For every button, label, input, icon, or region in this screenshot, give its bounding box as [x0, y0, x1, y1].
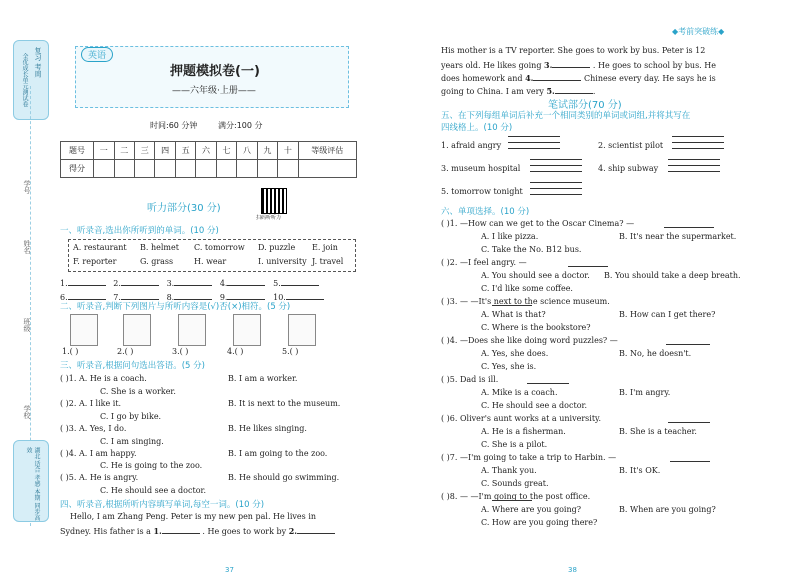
mc-question: ( )3. — —It's next to the science museum.	[441, 297, 610, 306]
answer-number: 2.	[113, 279, 121, 288]
mc-option: B. When are you going?	[619, 505, 716, 514]
passage-text: years old. He likes going	[441, 61, 542, 70]
score-table-score-row	[61, 160, 357, 178]
label-student-id: 学号	[23, 180, 31, 194]
blank-number: 5.	[546, 86, 555, 96]
question-option: C. I go by bike.	[100, 412, 162, 421]
question-option: C. He should see a doctor.	[100, 486, 206, 495]
label-school: 学校	[23, 405, 31, 419]
mc-option: A. What is that?	[481, 310, 546, 319]
score-cell: 十	[278, 142, 298, 160]
sidebar-bottom-panel	[13, 440, 49, 522]
word-option: C. tomorrow	[194, 243, 245, 252]
word-option: B. helmet	[140, 243, 179, 252]
answer-blank[interactable]	[668, 422, 710, 423]
answer-blank[interactable]	[666, 344, 710, 345]
mc-option: B. No, he doesn't.	[619, 349, 692, 358]
score-input-cell[interactable]	[134, 160, 154, 178]
writing-line[interactable]	[672, 136, 724, 137]
sidebar-top-text: 复习 考周	[34, 47, 42, 78]
mc-option: A. I like pizza.	[481, 232, 539, 241]
score-input-cell[interactable]	[196, 160, 216, 178]
passage-text: going to China. I am very	[441, 87, 544, 96]
answer-number: 5.	[273, 279, 281, 288]
section-2-title: 二、听录音,判断下列图片与所听内容是(√)否(×)相符。(5 分)	[60, 302, 291, 312]
word-group: 5. tomorrow tonight	[441, 187, 523, 196]
section-1-title: 一、听录音,选出你所听到的单词。(10 分)	[60, 226, 219, 236]
question-option: C. I am singing.	[100, 437, 164, 446]
score-cell: 四	[155, 142, 175, 160]
word-option: H. wear	[194, 257, 227, 266]
word-option: J. travel	[312, 257, 344, 266]
exam-subtitle: ——六年级·上册——	[172, 86, 256, 96]
score-input-cell[interactable]	[216, 160, 236, 178]
mc-option: C. I'd like some coffee.	[481, 284, 573, 293]
qr-code-icon[interactable]	[261, 188, 287, 214]
picture-suitcase-icon	[233, 314, 261, 346]
answer-number: 7.	[113, 293, 121, 302]
writing-line[interactable]	[668, 165, 720, 166]
word-option: I. university	[258, 257, 307, 266]
word-group: 4. ship subway	[598, 164, 659, 173]
score-input-cell[interactable]	[155, 160, 175, 178]
blank-number: 3.	[544, 60, 553, 70]
label-class: 班级	[23, 318, 31, 332]
passage-text: . He goes to school by bus. He	[592, 61, 716, 70]
section-5-title: 五、在下列每组单词后补充一个相同类别的单词或词组,并将其写在	[441, 111, 691, 121]
writing-line[interactable]	[672, 142, 724, 143]
answer-row	[60, 277, 319, 288]
mc-option: C. How are you going there?	[481, 518, 598, 527]
writing-line[interactable]	[508, 136, 560, 137]
answer-blank[interactable]	[555, 85, 593, 94]
answer-blank[interactable]	[552, 59, 590, 68]
score-input-cell[interactable]	[175, 160, 195, 178]
page-number-right: 38	[568, 566, 577, 574]
question-option: B. He should go swimming.	[228, 473, 340, 482]
mc-question: ( )7. —I'm going to take a trip to Harbin. —	[441, 453, 617, 462]
word-group: 1. afraid angry	[441, 141, 502, 150]
picture-turn-sign-icon	[123, 314, 151, 346]
answer-blank[interactable]	[68, 277, 106, 286]
mc-option: C. She is a pilot.	[481, 440, 548, 449]
word-box	[68, 239, 356, 272]
score-cell: 等级评估	[298, 142, 356, 160]
mc-option: C. Take the No. B12 bus.	[481, 245, 582, 254]
mc-option: A. Thank you.	[481, 466, 537, 475]
section-6-title: 六、单项选择。(10 分)	[441, 207, 530, 217]
word-option: A. restaurant	[73, 243, 127, 252]
mc-question: ( )5. Dad is ill.	[441, 375, 499, 384]
passage-line: Hello, I am Zhang Peng. Peter is my new pen pal. He lives in	[70, 512, 317, 521]
answer-blank[interactable]	[286, 291, 324, 300]
mc-question: ( )4. —Does she like doing word puzzles? —	[441, 336, 618, 345]
word-group: 2. scientist pilot	[598, 141, 664, 150]
mc-option: A. Yes, she does.	[481, 349, 549, 358]
mc-question: ( )8. — —I'm going to the post office.	[441, 492, 591, 501]
answer-number: 8.	[166, 293, 175, 302]
picture-answer[interactable]: 5.( )	[282, 347, 299, 356]
answer-blank[interactable]	[121, 277, 159, 286]
answer-blank[interactable]	[568, 266, 608, 267]
word-group: 3. museum hospital	[441, 164, 521, 173]
score-cell: 一	[94, 142, 114, 160]
sidebar-top-vertical: 全优成长单元测试卷	[21, 53, 28, 107]
question-option: B. It is next to the museum.	[228, 399, 341, 408]
passage-line: His mother is a TV reporter. She goes to work by bus. Peter is 12	[441, 46, 706, 55]
answer-blank[interactable]	[227, 277, 265, 286]
answer-blank[interactable]	[281, 277, 319, 286]
question-option: B. He likes singing.	[228, 424, 307, 433]
writing-line[interactable]	[508, 142, 560, 143]
question-option: C. She is a worker.	[100, 387, 176, 396]
mc-option: C. Yes, she is.	[481, 362, 537, 371]
mc-option: C. Sounds great.	[481, 479, 549, 488]
mc-option: A. You should see a doctor.	[481, 271, 590, 280]
exam-title: 押题模拟卷(一)	[170, 64, 260, 79]
writing-line[interactable]	[530, 182, 582, 183]
score-input-cell[interactable]	[94, 160, 114, 178]
passage-text: . He goes to work by	[202, 527, 287, 536]
mc-option: A. He is a fisherman.	[481, 427, 566, 436]
answer-blank[interactable]	[174, 291, 212, 300]
picture-reporter-icon	[178, 314, 206, 346]
score-input-cell[interactable]	[257, 160, 277, 178]
question-option: ( )1. A. He is a coach.	[60, 374, 147, 383]
writing-line[interactable]	[530, 165, 582, 166]
answer-blank[interactable]	[492, 305, 532, 306]
listening-part-title: 听力部分(30 分)	[147, 203, 221, 214]
mc-option: C. He should see a doctor.	[481, 401, 587, 410]
passage-text: Chinese every day. He says he is	[583, 74, 716, 83]
question-option: C. He is going to the zoo.	[100, 461, 203, 470]
word-option: G. grass	[140, 257, 174, 266]
section-3-title: 三、听录音,根据问句选出答语。(5 分)	[60, 361, 205, 371]
answer-number: 3.	[166, 279, 175, 288]
answer-blank[interactable]	[492, 500, 532, 501]
answer-blank[interactable]	[68, 291, 106, 300]
picture-answer[interactable]: 2.( )	[117, 347, 134, 356]
sidebar-bottom-vertical: 湖北 适合 孝感 本期 同步高效	[25, 447, 40, 521]
answer-blank[interactable]	[527, 383, 569, 384]
answer-blank[interactable]	[670, 461, 710, 462]
blank-number: 1.	[153, 526, 162, 536]
writing-line[interactable]	[530, 159, 582, 160]
score-input-cell[interactable]	[278, 160, 298, 178]
score-cell: 三	[134, 142, 154, 160]
mc-question: ( )6. Oliver's aunt works at a university.	[441, 414, 602, 423]
passage-text: does homework and	[441, 74, 523, 83]
writing-line[interactable]	[530, 171, 582, 172]
picture-answer[interactable]: 4.( )	[227, 347, 244, 356]
word-option: D. puzzle	[258, 243, 296, 252]
question-option: ( )4. A. I am happy.	[60, 449, 137, 458]
blank-number: 4.	[525, 73, 534, 83]
mc-option: B. I'm angry.	[619, 388, 671, 397]
writing-line[interactable]	[508, 148, 560, 149]
blank-number: 2.	[288, 526, 298, 536]
answer-blank[interactable]	[227, 291, 265, 300]
answer-number: 1.	[60, 279, 68, 288]
section-5-title-2: 四线格上。(10 分)	[441, 123, 513, 133]
writing-line[interactable]	[530, 194, 582, 195]
mc-question: ( )1. —How can we get to the Oscar Cinema? —	[441, 219, 635, 228]
score-cell: 九	[257, 142, 277, 160]
answer-blank[interactable]	[297, 525, 335, 534]
writing-line[interactable]	[530, 188, 582, 189]
exam-time: 时间:60 分钟	[150, 121, 198, 130]
passage-text: Sydney. His father is a	[60, 527, 151, 536]
word-option: F. reporter	[73, 257, 117, 266]
answer-blank[interactable]	[533, 72, 581, 81]
score-input-cell[interactable]	[237, 160, 257, 178]
answer-blank[interactable]	[121, 291, 159, 300]
passage-line	[441, 85, 595, 96]
mc-option: A. Mike is a coach.	[481, 388, 558, 397]
answer-number: 10.	[273, 293, 286, 302]
score-table-header-row	[61, 142, 357, 160]
right-page-header: ◆考前突破练◆	[672, 27, 725, 36]
score-cell: 八	[237, 142, 257, 160]
score-input-cell[interactable]	[298, 160, 356, 178]
subject-tag: 英语	[81, 47, 113, 62]
passage-text: .	[592, 87, 596, 96]
question-option: ( )3. A. Yes, I do.	[60, 424, 127, 433]
passage-line	[441, 72, 716, 83]
score-cell: 题号	[61, 142, 94, 160]
label-name: 姓名	[23, 240, 31, 254]
question-option: B. I am going to the zoo.	[228, 449, 328, 458]
writing-line[interactable]	[672, 148, 724, 149]
writing-line[interactable]	[668, 159, 720, 160]
picture-girl-icon	[70, 314, 98, 346]
score-cell: 五	[175, 142, 195, 160]
picture-boy-icon	[288, 314, 316, 346]
mc-option: B. She is a teacher.	[619, 427, 697, 436]
score-cell: 得分	[61, 160, 94, 178]
question-option: ( )5. A. He is angry.	[60, 473, 139, 482]
picture-answer[interactable]: 3.( )	[172, 347, 189, 356]
answer-number: 4.	[219, 279, 228, 288]
answer-blank[interactable]	[664, 227, 714, 228]
question-option: ( )2. A. I like it.	[60, 399, 122, 408]
page-number-left: 37	[225, 566, 234, 574]
mc-option: B. You should take a deep breath.	[604, 271, 741, 280]
mc-option: A. Where are you going?	[481, 505, 582, 514]
mc-option: B. How can I get there?	[619, 310, 716, 319]
answer-blank[interactable]	[162, 525, 200, 534]
word-option: E. join	[312, 243, 338, 252]
mc-option: C. Where is the bookstore?	[481, 323, 591, 332]
mc-question: ( )2. —I feel angry. —	[441, 258, 527, 267]
mc-option: B. It's near the supermarket.	[619, 232, 737, 241]
score-cell: 七	[216, 142, 236, 160]
answer-number: 6.	[60, 293, 68, 302]
written-part-title: 笔试部分(70 分)	[548, 100, 622, 111]
section-4-title: 四、听录音,根据所听内容填写单词,每空一词。(10 分)	[60, 500, 265, 510]
qr-caption: 扫码听听力	[256, 215, 282, 221]
answer-number: 9.	[219, 293, 228, 302]
answer-blank[interactable]	[174, 277, 212, 286]
writing-line[interactable]	[668, 171, 720, 172]
passage-line	[60, 525, 335, 536]
score-cell: 二	[114, 142, 134, 160]
score-cell: 六	[196, 142, 216, 160]
exam-full-score: 满分:100 分	[218, 121, 263, 130]
mc-option: B. It's OK.	[619, 466, 661, 475]
question-option: B. I am a worker.	[228, 374, 298, 383]
picture-answer[interactable]: 1.( )	[62, 347, 79, 356]
score-input-cell[interactable]	[114, 160, 134, 178]
sidebar-top-panel	[13, 40, 49, 120]
score-table	[60, 141, 357, 178]
passage-line	[441, 59, 716, 70]
